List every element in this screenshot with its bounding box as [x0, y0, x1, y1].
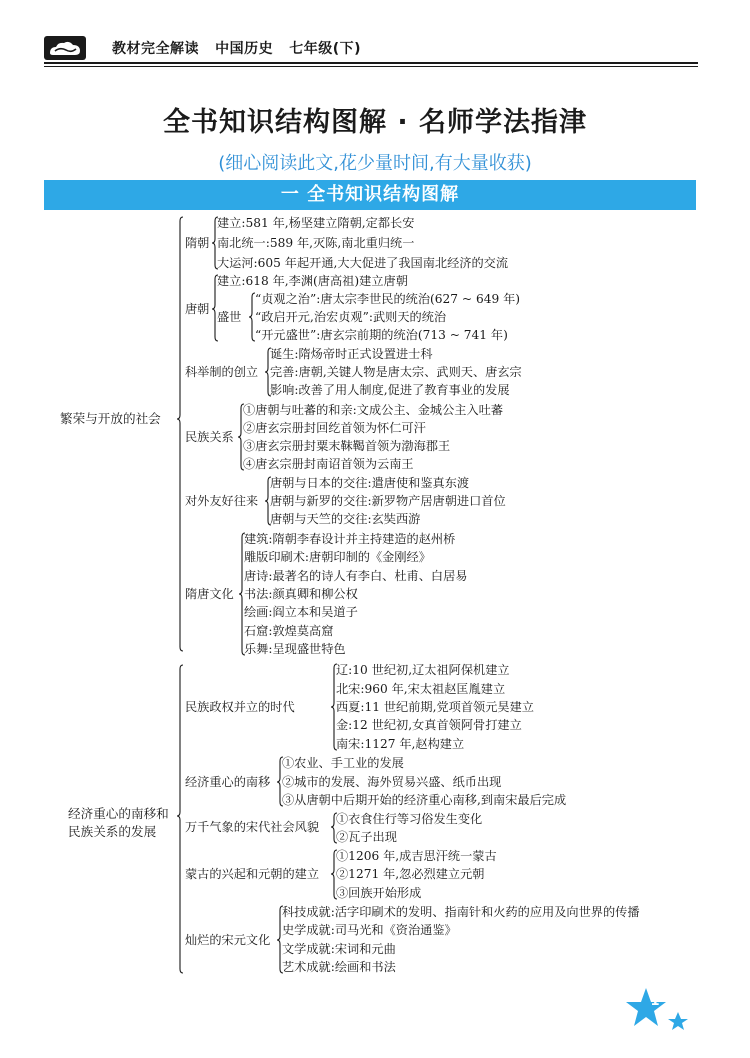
culture-label: 隋唐文化 [185, 587, 234, 601]
regimes-item: 西夏:11 世纪前期,党项首领元昊建立 [336, 700, 534, 714]
ethnic-item: ②唐玄宗册封回纥首领为怀仁可汗 [243, 421, 426, 435]
part1-label: 繁荣与开放的社会 [60, 411, 161, 426]
tang-label: 唐朝 [185, 302, 210, 316]
page-title: 全书知识结构图解 · 名师学法指津 [162, 107, 588, 138]
brace [276, 756, 285, 807]
ethnic-item: ④唐玄宗册封南诏首领为云南王 [243, 457, 414, 471]
tang-founding: 建立:618 年,李渊(唐高祖)建立唐朝 [217, 274, 408, 288]
sui-item: 南北统一:589 年,灭陈,南北重归统一 [217, 236, 415, 250]
brace [264, 347, 273, 397]
economy-item: ③从唐朝中后期开始的经济重心南移,到南宋最后完成 [282, 793, 567, 807]
tang-golden-label: 盛世 [217, 310, 242, 324]
mongol-item: ②1271 年,忽必烈建立元朝 [336, 867, 485, 881]
keju-label: 科举制的创立 [185, 365, 259, 379]
tang-golden-item: “政启开元,治宏贞观”:武则天的统治 [255, 310, 447, 324]
brace [176, 664, 185, 974]
ethnic-item: ①唐朝与吐蕃的和亲:文成公主、金城公主入吐蕃 [243, 403, 504, 417]
culture-item: 乐舞:呈现盛世特色 [244, 642, 346, 656]
foreign-item: 唐朝与日本的交往:遣唐使和鉴真东渡 [270, 476, 470, 490]
regimes-item: 北宋:960 年,宋太祖赵匡胤建立 [336, 682, 506, 696]
brace [264, 476, 273, 526]
header-grade: 七年级(下) [289, 41, 362, 57]
keju-item: 诞生:隋炀帝时正式设置进士科 [270, 347, 433, 361]
songyuan-item: 文学成就:宋词和元曲 [282, 942, 396, 956]
foreign-label: 对外友好往来 [185, 494, 259, 508]
songyuan-item: 艺术成就:绘画和书法 [282, 960, 396, 974]
keju-item: 影响:改善了用人制度,促进了教育事业的发展 [270, 383, 510, 397]
culture-item: 绘画:阎立本和吴道子 [244, 605, 358, 619]
regimes-label: 民族政权并立的时代 [185, 700, 295, 714]
regimes-item: 金:12 世纪初,女真首领阿骨打建立 [336, 718, 522, 732]
sui-label: 隋朝 [185, 236, 210, 250]
brace [211, 274, 220, 342]
society-label: 万千气象的宋代社会风貌 [185, 820, 320, 834]
brace [238, 532, 247, 656]
society-item: ②瓦子出现 [336, 830, 397, 844]
page-number: 1 [650, 994, 660, 1009]
economy-item: ①农业、手工业的发展 [282, 756, 404, 770]
sui-item: 建立:581 年,杨坚建立隋朝,定都长安 [217, 216, 415, 230]
foreign-item: 唐朝与新罗的交往:新罗物产居唐朝进口首位 [270, 494, 506, 508]
economy-item: ②城市的发展、海外贸易兴盛、纸币出现 [282, 775, 502, 789]
ethnic-item: ③唐玄宗册封粟末靺鞨首领为渤海郡王 [243, 439, 451, 453]
brace [211, 216, 220, 270]
culture-item: 建筑:隋朝李春设计并主持建造的赵州桥 [244, 532, 456, 546]
brace [330, 849, 339, 900]
regimes-item: 南宋:1127 年,赵构建立 [336, 737, 465, 751]
part2-label-line2: 民族关系的发展 [68, 824, 157, 839]
keju-item: 完善:唐朝,关键人物是唐太宗、武则天、唐玄宗 [270, 365, 522, 379]
songyuan-item: 科技成就:活字印刷术的发明、指南针和火药的应用及向世界的传播 [282, 905, 640, 919]
header-rule [44, 62, 698, 64]
economy-label: 经济重心的南移 [185, 775, 271, 789]
header-rule-thin [44, 66, 698, 67]
page-subtitle: (细心阅读此文,花少量时间,有大量收获) [218, 153, 532, 174]
brace [330, 812, 339, 844]
tang-golden-item: “开元盛世”:唐玄宗前期的统治(713 ~ 741 年) [255, 328, 508, 342]
brace [176, 216, 185, 652]
mongol-item: ①1206 年,成吉思汗统一蒙古 [336, 849, 497, 863]
culture-item: 雕版印刷术:唐朝印制的《金刚经》 [244, 550, 431, 564]
culture-item: 唐诗:最著名的诗人有李白、杜甫、白居易 [244, 569, 468, 583]
part2-label-line1: 经济重心的南移和 [68, 806, 169, 821]
brace [237, 403, 246, 471]
brace [330, 663, 339, 751]
brace [248, 292, 257, 342]
header-book: 教材完全解读 [112, 41, 199, 57]
mongol-item: ③回族开始形成 [336, 886, 422, 900]
songyuan-label: 灿烂的宋元文化 [185, 933, 271, 947]
cloud-logo-icon [44, 36, 86, 60]
brace [276, 905, 285, 974]
regimes-item: 辽:10 世纪初,辽太祖阿保机建立 [336, 663, 510, 677]
header-subject: 中国历史 [215, 41, 274, 57]
sui-item: 大运河:605 年起开通,大大促进了我国南北经济的交流 [217, 256, 509, 270]
tang-golden-item: “贞观之治”:唐太宗李世民的统治(627 ~ 649 年) [255, 292, 521, 306]
culture-item: 书法:颜真卿和柳公权 [244, 587, 358, 601]
ethnic-label: 民族关系 [185, 430, 234, 444]
culture-item: 石窟:敦煌莫高窟 [244, 624, 334, 638]
header-breadcrumb [112, 38, 361, 58]
society-item: ①衣食住行等习俗发生变化 [336, 812, 483, 826]
foreign-item: 唐朝与天竺的交往:玄奘西游 [270, 512, 421, 526]
section-banner: 一 全书知识结构图解 [44, 180, 696, 210]
mongol-label: 蒙古的兴起和元朝的建立 [185, 867, 320, 881]
songyuan-item: 史学成就:司马光和《资治通鉴》 [282, 923, 457, 937]
